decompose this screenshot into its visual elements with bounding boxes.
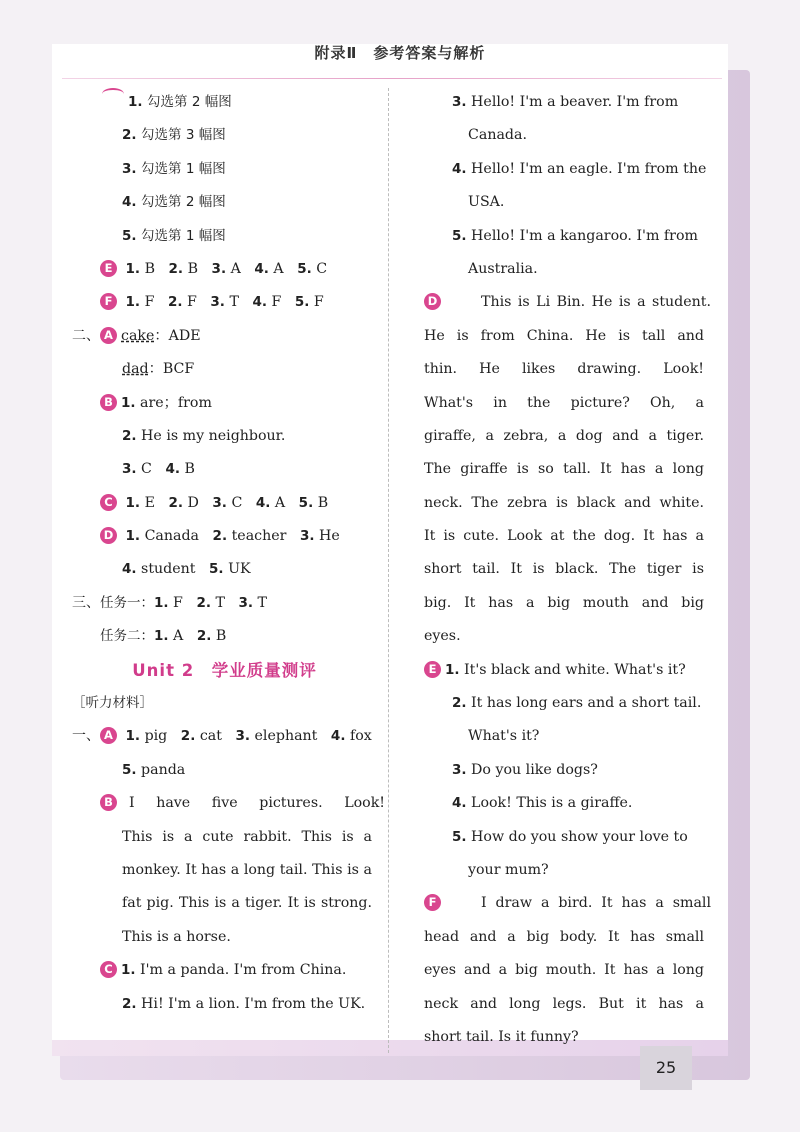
answer-text: T (229, 294, 239, 311)
item-number: 3. (212, 494, 227, 511)
passage-line: fat pig. This is a tiger. It is strong. (122, 895, 372, 912)
right-column (424, 86, 711, 1054)
answer-line (424, 86, 706, 119)
answer-line: Australia. (468, 260, 538, 277)
item-number: 1. (125, 494, 141, 511)
answer-line (72, 220, 377, 253)
answer-text: How do you show your love to (471, 828, 688, 845)
item-number: 2. (122, 427, 137, 444)
item-number: 2. (122, 127, 137, 144)
answer-line (72, 487, 377, 520)
answer-text: F (144, 294, 155, 311)
answer-line (72, 353, 377, 386)
passage-line (424, 286, 711, 319)
answer-text: T (257, 594, 267, 611)
task-label: 任务二： (100, 628, 154, 645)
answer-text: He (319, 528, 340, 545)
section-badge-a: A (100, 727, 117, 744)
answer-line: USA. (468, 194, 505, 211)
passage-line: eyes and a big mouth. It has a long (424, 962, 704, 979)
passage-text: This is Li Bin. He is a student. (481, 294, 711, 311)
answer-text: It has long ears and a short tail. (471, 695, 702, 712)
answer-text: Hi! I'm a lion. I'm from the UK. (141, 995, 366, 1012)
item-number: 5. (209, 561, 224, 578)
item-number: 2. (168, 260, 184, 277)
passage-text: I have five pictures. Look! (129, 795, 385, 812)
item-number: 1. (121, 962, 136, 979)
item-number: 5. (122, 227, 137, 244)
item-number: 4. (452, 160, 467, 177)
answer-line (72, 453, 377, 486)
answer-text: F (173, 594, 183, 611)
answer-text: panda (141, 761, 186, 778)
answer-text: C (231, 494, 243, 511)
passage-line: monkey. It has a long tail. This is a (122, 861, 372, 878)
answer-text: Look! This is a giraffe. (471, 795, 633, 812)
answer-text: cat (199, 728, 222, 745)
answer-text: Do you like dogs? (471, 761, 598, 778)
section-prefix: 三、 (72, 594, 100, 611)
answer-line (72, 988, 377, 1021)
answer-text: T (215, 594, 225, 611)
answer-line: What's it? (468, 728, 540, 745)
page-header: 附录Ⅱ 参考答案与解析 (314, 44, 486, 62)
answer-text: B (144, 260, 155, 277)
passage-line: short tail. It is black. The tiger is (424, 561, 704, 578)
answer-line (72, 119, 377, 152)
answer-line (424, 821, 706, 854)
item-number: 2. (196, 628, 212, 645)
answer-text: B (184, 461, 195, 478)
item-number: 2. (167, 294, 183, 311)
item-number: 3. (210, 294, 225, 311)
answer-line (424, 787, 706, 820)
section-mark-icon (102, 88, 124, 100)
item-number: 4. (252, 294, 267, 311)
answer-text: B (317, 494, 329, 511)
item-number: 5. (297, 260, 312, 277)
passage-line: giraffe, a zebra, a dog and a tiger. (424, 427, 704, 444)
answer-text: ：BCF (148, 361, 195, 378)
item-number: 3. (211, 260, 227, 277)
section-badge-f: F (100, 293, 117, 310)
item-number: 4. (165, 461, 180, 478)
answer-line (424, 153, 706, 186)
item-number: 2. (196, 594, 211, 611)
answer-text: D (187, 494, 199, 511)
section-badge-b: B (100, 794, 117, 811)
passage-line: This is a cute rabbit. This is a (122, 828, 372, 845)
item-number: 2. (168, 494, 183, 511)
answer-text: elephant (254, 728, 318, 745)
item-number: 5. (452, 828, 467, 845)
passage-line: short tail. Is it funny? (424, 1028, 579, 1045)
item-number: 1. (154, 628, 169, 645)
answer-text: B (215, 628, 227, 645)
answer-line (424, 754, 706, 787)
item-number: 1. (154, 594, 169, 611)
answer-line (72, 420, 377, 453)
answer-line (72, 253, 377, 286)
section-badge-d: D (424, 293, 441, 310)
answer-text: A (273, 260, 284, 277)
section-badge-d: D (100, 527, 117, 544)
passage-line: eyes. (424, 628, 461, 645)
answer-line (72, 320, 377, 353)
item-number: 2. (180, 728, 196, 745)
answer-line (72, 620, 377, 653)
answer-text: are；from (140, 394, 212, 411)
passage-line: head and a big body. It has small (424, 928, 704, 945)
left-column (72, 86, 385, 1021)
answer-text: 勾选第 3 幅图 (141, 127, 226, 144)
answer-word: dad (122, 361, 149, 378)
item-number: 1. (128, 94, 143, 110)
item-number: 4. (122, 561, 137, 578)
item-number: 3. (299, 528, 315, 545)
unit-title: Unit 2 学业质量测评 (132, 660, 317, 680)
answer-text: It's black and white. What's it? (464, 661, 686, 678)
answer-text: F (187, 294, 197, 311)
header-rule (62, 78, 722, 79)
answer-line (424, 687, 706, 720)
answer-text: fox (349, 728, 372, 745)
page-number: 25 (640, 1046, 692, 1090)
answer-text: A (230, 260, 241, 277)
answer-text: F (271, 294, 282, 311)
item-number: 3. (238, 594, 254, 611)
item-number: 4. (452, 795, 467, 812)
passage-line: What's in the picture? Oh, a (424, 394, 704, 411)
answer-word: cake (121, 327, 155, 344)
section-prefix: 二、 (72, 327, 100, 344)
item-number: 5. (122, 761, 137, 778)
column-divider (388, 88, 389, 1053)
answer-text: 勾选第 2 幅图 (141, 194, 226, 211)
answer-text: Canada (144, 528, 200, 545)
answer-line (72, 186, 377, 219)
item-number: 1. (445, 661, 460, 678)
item-number: 4. (330, 728, 346, 745)
passage-line (72, 787, 385, 820)
answer-line (72, 954, 377, 987)
answer-line (72, 86, 377, 119)
answer-text: teacher (231, 528, 287, 545)
answer-line (72, 286, 377, 319)
item-number: 1. (125, 728, 141, 745)
answer-text: Hello! I'm a kangaroo. I'm from (471, 227, 698, 244)
item-number: 3. (452, 761, 467, 778)
answer-text: B (187, 260, 199, 277)
item-number: 3. (452, 94, 467, 110)
answer-text: student (141, 561, 196, 578)
passage-line: neck and long legs. But it has a (424, 995, 704, 1012)
item-number: 2. (452, 695, 467, 712)
item-number: 4. (122, 194, 137, 211)
item-number: 3. (235, 728, 251, 745)
section-badge-c: C (100, 494, 117, 511)
item-number: 4. (255, 494, 271, 511)
answer-line (72, 520, 377, 553)
passage-line: neck. The zebra is black and white. (424, 494, 704, 511)
passage-line: big. It has a big mouth and big (424, 594, 704, 611)
item-number: 1. (125, 260, 141, 277)
answer-text: E (144, 494, 155, 511)
answer-line (424, 220, 706, 253)
passage-text: I draw a bird. It has a small (481, 895, 711, 912)
answer-line (72, 587, 377, 620)
section-badge-f: F (424, 894, 441, 911)
section-prefix: 一、 (72, 728, 100, 745)
section-badge-a: A (100, 327, 117, 344)
answer-line (72, 754, 377, 787)
task-label: 任务一： (100, 594, 154, 611)
answer-text: C (141, 461, 152, 478)
item-number: 1. (125, 528, 141, 545)
passage-line: The giraffe is so tall. It has a long (424, 461, 704, 478)
answer-text: UK (228, 561, 251, 578)
passage-line: thin. He likes drawing. Look! (424, 361, 704, 378)
answer-text: Hello! I'm a beaver. I'm from (471, 94, 679, 110)
answer-line (72, 553, 377, 586)
answer-text: 勾选第 1 幅图 (141, 227, 226, 244)
answer-text: C (316, 260, 328, 277)
answer-text: A (173, 628, 184, 645)
item-number: 1. (125, 294, 141, 311)
passage-line: This is a horse. (122, 928, 231, 945)
section-badge-b: B (100, 394, 117, 411)
answer-text: F (313, 294, 324, 311)
passage-line: He is from China. He is tall and (424, 327, 704, 344)
item-number: 1. (121, 394, 136, 411)
item-number: 2. (122, 995, 137, 1012)
section-badge-c: C (100, 961, 117, 978)
answer-text: 勾选第 2 幅图 (147, 94, 232, 110)
item-number: 3. (122, 461, 137, 478)
answer-line (424, 654, 706, 687)
answer-text: pig (144, 728, 168, 745)
answer-line: your mum? (468, 861, 549, 878)
answer-text: ：ADE (154, 327, 201, 344)
item-number: 5. (298, 494, 314, 511)
section-badge-e: E (100, 260, 117, 277)
answer-text: He is my neighbour. (141, 427, 286, 444)
answer-line (72, 387, 377, 420)
item-number: 2. (212, 528, 228, 545)
answer-line (72, 153, 377, 186)
item-number: 5. (452, 227, 467, 244)
answer-text: I'm a panda. I'm from China. (140, 962, 347, 979)
item-number: 5. (294, 294, 310, 311)
answer-text: Hello! I'm an eagle. I'm from the (471, 160, 707, 177)
answer-text: 勾选第 1 幅图 (141, 160, 226, 177)
answer-text: A (274, 494, 286, 511)
section-badge-e: E (424, 661, 441, 678)
answer-line: Canada. (468, 127, 527, 144)
passage-line: It is cute. Look at the dog. It has a (424, 528, 704, 545)
item-number: 4. (254, 260, 269, 277)
item-number: 3. (122, 160, 137, 177)
answer-line (72, 720, 377, 753)
listening-label: ［听力材料］ (72, 695, 153, 712)
passage-line (424, 887, 711, 920)
